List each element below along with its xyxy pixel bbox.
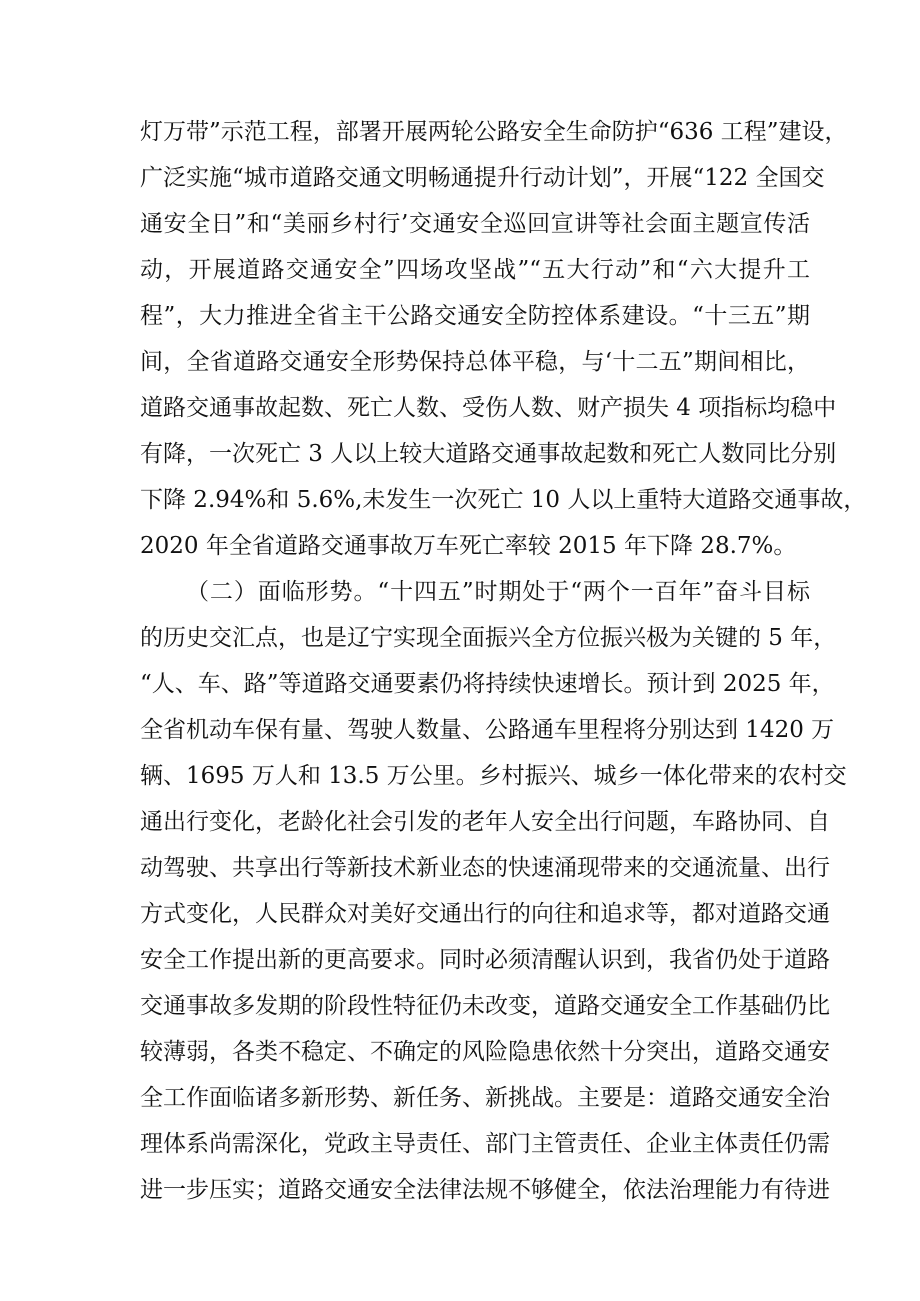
text-line: 方式变化，人民群众对美好交通出行的向往和追求等，都对道路交通 xyxy=(140,901,830,927)
text-line: 进一步压实；道路交通安全法律法规不够健全，依法治理能力有待进 xyxy=(140,1177,830,1203)
text-line: 程”，大力推进全省主干公路交通安全防控体系建设。“十三五”期 xyxy=(140,303,810,329)
text-line: 较薄弱，各类不稳定、不确定的风险隐患依然十分突出，道路交通安 xyxy=(140,1039,830,1065)
text-line: 的历史交汇点，也是辽宁实现全面振兴全方位振兴极为关键的 5 年， xyxy=(140,625,837,651)
text-line: 动驾驶、共享出行等新技术新业态的快速涌现带来的交通流量、出行 xyxy=(140,855,830,881)
text-line: 动，开展道路交通安全”四场攻坚战”“五大行动”和“六大提升工 xyxy=(140,257,810,283)
text-line: 通出行变化，老龄化社会引发的老年人安全出行问题，车路协同、自 xyxy=(140,809,830,835)
text-line: 灯万带”示范工程，部署开展两轮公路安全生命防护“636 工程”建设， xyxy=(140,119,848,145)
text-line: 通安全日”和“美丽乡村行’交通安全巡回宣讲等社会面主题宣传活 xyxy=(140,211,810,237)
text-line: 全省机动车保有量、驾驶人数量、公路通车里程将分别达到 1420 万 xyxy=(140,717,835,743)
text-line: 安全工作提出新的更高要求。同时必须清醒认识到，我省仍处于道路 xyxy=(140,947,830,973)
text-line: 下降 2.94%和 5.6%,未发生一次死亡 10 人以上重特大道路交通事故， xyxy=(140,487,867,513)
text-line: 道路交通事故起数、死亡人数、受伤人数、财产损失 4 项指标均稳中 xyxy=(140,395,837,421)
text-line: 广泛实施“城市道路交通文明畅通提升行动计划”，开展“122 全国交 xyxy=(140,165,825,191)
section-heading-line: （二）面临形势。“十四五”时期处于“两个一百年”奋斗目标 xyxy=(186,579,810,605)
text-line: “人、车、路”等道路交通要素仍将持续快速增长。预计到 2025 年， xyxy=(140,671,835,697)
text-line: 辆、1695 万人和 13.5 万公里。乡村振兴、城乡一体化带来的农村交 xyxy=(140,763,847,789)
text-line: 有降，一次死亡 3 人以上较大道路交通事故起数和死亡人数同比分别 xyxy=(140,441,837,467)
text-line: 全工作面临诸多新形势、新任务、新挑战。主要是：道路交通安全治 xyxy=(140,1085,830,1111)
text-line: 2020 年全省道路交通事故万车死亡率较 2015 年下降 28.7%。 xyxy=(140,533,797,559)
text-line: 交通事故多发期的阶段性特征仍未改变，道路交通安全工作基础仍比 xyxy=(140,993,830,1019)
text-line: 理体系尚需深化，党政主导责任、部门主管责任、企业主体责任仍需 xyxy=(140,1131,830,1157)
text-line: 间，全省道路交通安全形势保持总体平稳，与‘十二五”期间相比， xyxy=(140,349,810,375)
